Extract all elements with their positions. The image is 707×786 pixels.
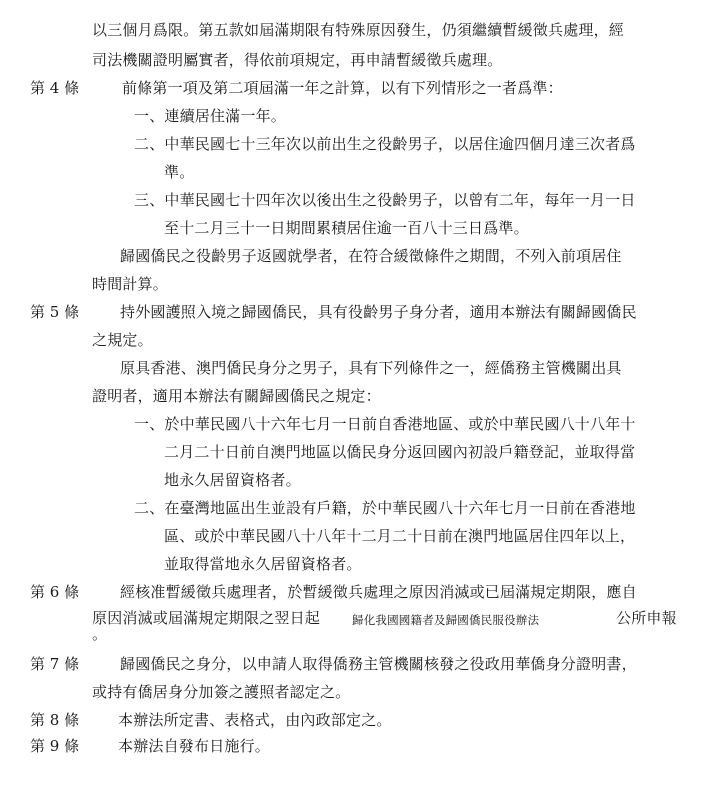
article-8-label: 第 8 條 [30,711,80,729]
article-4-item-3-cont: 至十二月三十一日期間累積居住逾一百八十三日爲準。 [164,219,529,237]
article-6-inline-note: 歸化我國國籍者及歸國僑民服役辦法 [352,613,540,627]
article-7-label: 第 7 條 [30,655,80,673]
article-4-item-2-cont: 準。 [164,163,195,181]
article-5-item-1-cont: 二月二十日前自澳門地區以僑民身分返回國內初設戶籍登記，並取得當 [164,443,636,461]
article-4-paragraph-2: 歸國僑民之役齡男子返國就學者，在符合緩徵條件之期間，不列入前項居住 [120,247,622,265]
article-5-item-2: 二、在臺灣地區出生並設有戶籍，於中華民國八十六年七月一日前在香港地 [134,499,636,517]
article-4-paragraph-2-cont: 時間計算。 [92,275,169,293]
article-7-line-cont: 或持有僑居身分加簽之護照者認定之。 [92,683,351,701]
article-5-paragraph-2: 原具香港、澳門僑民身分之男子，具有下列條件之一，經僑務主管機關出具 [120,359,622,377]
article-6-label: 第 6 條 [30,583,80,601]
article-6-line-tail: 公所申報 [616,609,677,627]
article-9-text: 本辦法自發布日施行。 [118,737,271,755]
intro-line-1: 以三個月爲限。第五款如屆滿期限有特殊原因發生，仍須繼續暫緩徵兵處理，經 [92,21,625,39]
article-5-paragraph-2-cont: 證明者，適用本辦法有關歸國僑民之規定： [92,387,381,405]
article-4-item-1: 一、連續居住滿一年。 [134,107,287,125]
article-5-item-1: 一、於中華民國八十六年七月一日前自香港地區、或於中華民國八十八年十 [134,415,636,433]
article-7-line: 歸國僑民之身分，以申請人取得僑務主管機關核發之役政用華僑身分證明書， [120,655,637,673]
article-4-label: 第 4 條 [30,79,80,97]
article-5-item-1-cont: 地永久居留資格者。 [164,471,301,489]
article-6-period: 。 [92,625,108,643]
article-5-item-2-cont: 並取得當地永久居留資格者。 [164,555,362,573]
article-6-line-cont: 原因消滅或屆滿規定期限之翌日起 [92,609,321,627]
article-9-label: 第 9 條 [30,737,80,755]
article-5-line: 持外國護照入境之歸國僑民，具有役齡男子身分者，適用本辦法有關歸國僑民 [120,303,637,321]
article-8-text: 本辦法所定書、表格式，由內政部定之。 [118,711,392,729]
intro-line-2: 司法機關證明屬實者，得依前項規定，再申請暫緩徵兵處理。 [92,51,503,69]
article-4-item-3: 三、中華民國七十四年次以後出生之役齡男子，以曾有二年，每年一月一日 [134,191,636,209]
article-4-line: 前條第一項及第二項屆滿一年之計算，以有下列情形之一者爲準： [122,79,563,97]
article-5-label: 第 5 條 [30,303,80,321]
article-5-item-2-cont: 區、或於中華民國八十八年十二月二十日前在澳門地區居住四年以上， [164,527,636,545]
article-5-line-cont: 之規定。 [92,331,153,349]
article-6-line: 經核准暫緩徵兵處理者，於暫緩徵兵處理之原因消滅或已屆滿規定期限，應自 [120,583,637,601]
article-4-item-2: 二、中華民國七十三年次以前出生之役齡男子，以居住逾四個月達三次者爲 [134,135,636,153]
